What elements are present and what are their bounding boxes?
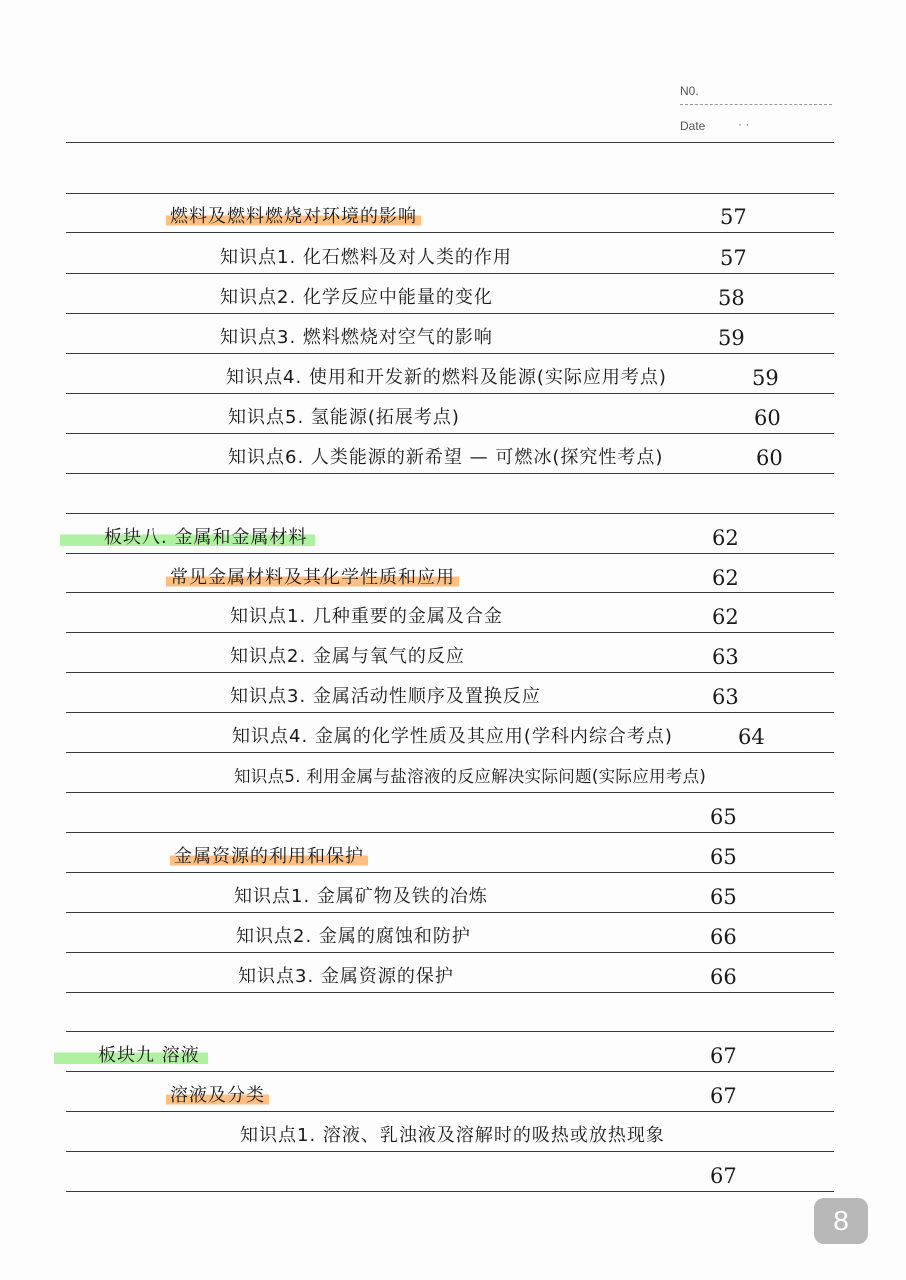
ruled-line — [66, 912, 834, 913]
toc-entry: 知识点4. 金属的化学性质及其应用(学科内综合考点) — [232, 726, 673, 747]
ruled-line — [66, 393, 834, 394]
ruled-line — [66, 632, 834, 633]
toc-entry: 知识点3. 金属资源的保护 — [238, 966, 454, 987]
toc-entry — [166, 566, 459, 590]
ruled-line — [66, 1071, 834, 1072]
toc-entry: 知识点4. 使用和开发新的燃料及能源(实际应用考点) — [226, 367, 667, 388]
ruled-line — [66, 952, 834, 953]
page-number: 67 — [710, 1084, 737, 1108]
toc-entry — [170, 845, 368, 869]
page-number: 57 — [720, 205, 747, 229]
page-number: 63 — [712, 645, 739, 669]
toc-entry: 知识点2. 金属的腐蚀和防护 — [236, 926, 471, 947]
page-number: 67 — [710, 1044, 737, 1068]
page-number: 64 — [738, 725, 765, 749]
page-number: 59 — [718, 326, 745, 350]
toc-entry: 知识点2. 金属与氧气的反应 — [230, 646, 465, 667]
toc-entry — [166, 1084, 269, 1108]
toc-entry: 知识点3. 燃料燃烧对空气的影响 — [220, 327, 493, 348]
page-number: 66 — [710, 925, 737, 949]
ruled-line — [66, 1151, 834, 1152]
page-number: 63 — [712, 685, 739, 709]
ruled-line — [66, 712, 834, 713]
section-title: 常见金属材料及其化学性质和应用 — [166, 567, 459, 588]
section-title: 燃料及燃料燃烧对环境的影响 — [166, 206, 421, 227]
page-number: 66 — [710, 965, 737, 989]
page-number: 62 — [712, 526, 739, 550]
toc-entry — [104, 526, 315, 550]
toc-entry — [166, 205, 421, 229]
ruled-line — [66, 513, 834, 514]
ruled-line — [66, 1111, 834, 1112]
ruled-line — [66, 433, 834, 434]
page-number: 60 — [754, 406, 781, 430]
ruled-line — [66, 193, 834, 194]
chapter-title: 板块八. 金属和金属材料 — [60, 527, 315, 548]
toc-entry: 知识点3. 金属活动性顺序及置换反应 — [230, 686, 541, 707]
date-label: Date — [680, 119, 706, 133]
page-number: 60 — [756, 446, 783, 470]
toc-entry: 知识点1. 几种重要的金属及合金 — [230, 606, 503, 627]
ruled-line — [66, 672, 834, 673]
toc-entry: 知识点1. 化石燃料及对人类的作用 — [220, 247, 512, 268]
ruled-line — [66, 313, 834, 314]
page-number-badge: 8 — [814, 1198, 868, 1244]
ruled-line — [66, 273, 834, 274]
no-label: N0. — [680, 84, 699, 98]
ruled-line — [66, 992, 834, 993]
toc-entry: 知识点5. 利用金属与盐溶液的反应解决实际问题(实际应用考点) — [234, 767, 707, 786]
toc-entry: 知识点1. 金属矿物及铁的冶炼 — [234, 886, 488, 907]
section-title: 金属资源的利用和保护 — [170, 846, 368, 867]
page-number: 65 — [710, 885, 737, 909]
ruled-line — [66, 832, 834, 833]
toc-entry: 知识点6. 人类能源的新希望 — 可燃冰(探究性考点) — [228, 447, 664, 468]
page-number: 57 — [720, 246, 747, 270]
date-marks: · · — [738, 117, 750, 131]
toc-entry: 知识点1. 溶液、乳浊液及溶解时的吸热或放热现象 — [240, 1125, 665, 1146]
ruled-line — [66, 232, 834, 233]
ruled-line — [66, 1191, 834, 1192]
page-number: 62 — [712, 605, 739, 629]
page-number: 62 — [712, 566, 739, 590]
chapter-title: 板块九 溶液 — [54, 1045, 208, 1066]
page-number: 58 — [718, 286, 745, 310]
page-number: 59 — [752, 366, 779, 390]
no-dashed-line — [680, 104, 832, 105]
ruled-line — [66, 142, 834, 143]
ruled-line — [66, 353, 834, 354]
page-number: 65 — [710, 805, 737, 829]
ruled-line — [66, 872, 834, 873]
section-title: 溶液及分类 — [166, 1085, 269, 1106]
ruled-line — [66, 1031, 834, 1032]
page-number: 65 — [710, 845, 737, 869]
ruled-line — [66, 752, 834, 753]
toc-entry — [98, 1044, 208, 1068]
ruled-line — [66, 792, 834, 793]
toc-entry: 知识点5. 氢能源(拓展考点) — [228, 407, 460, 428]
ruled-line — [66, 553, 834, 554]
ruled-line — [66, 473, 834, 474]
page-number: 67 — [710, 1164, 737, 1188]
ruled-line — [66, 592, 834, 593]
toc-entry: 知识点2. 化学反应中能量的变化 — [220, 287, 493, 308]
